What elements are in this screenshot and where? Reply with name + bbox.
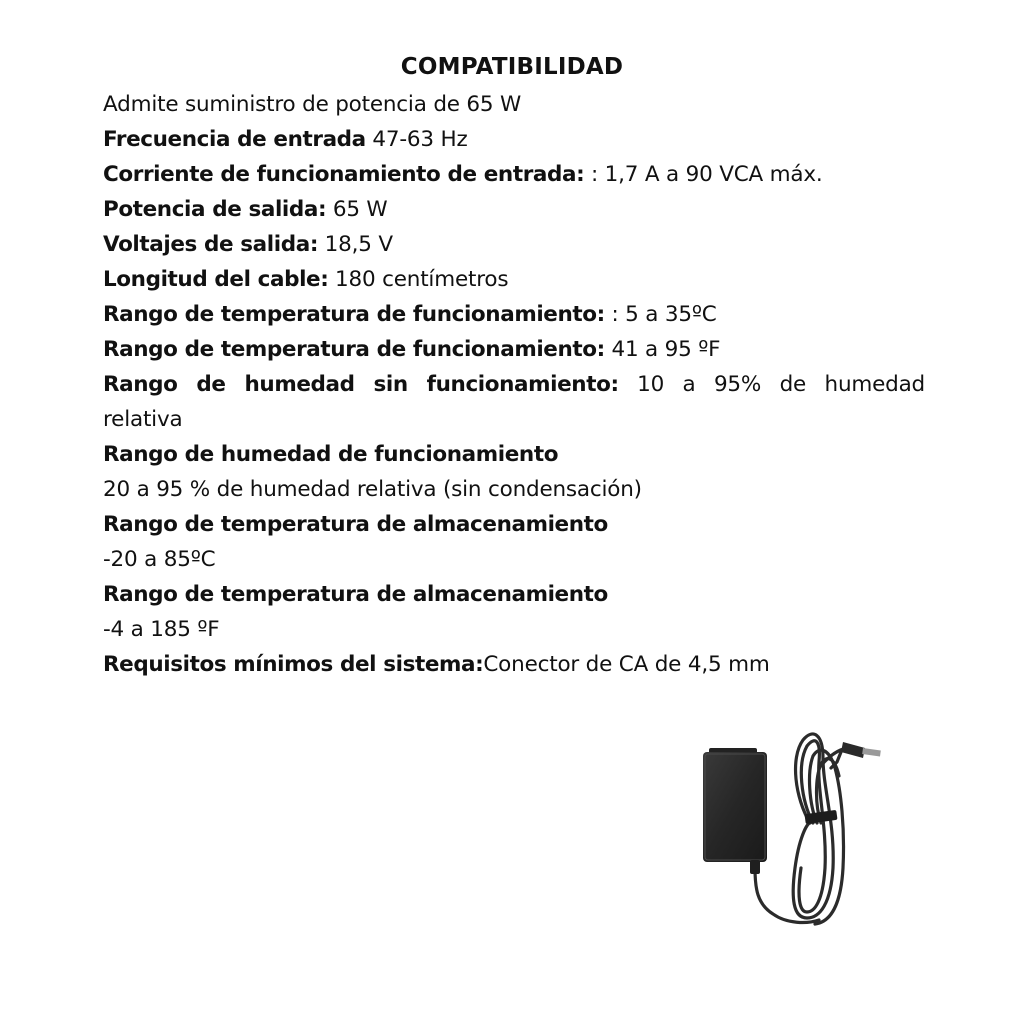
spec-label: Rango de humedad sin funcionamiento:	[103, 372, 619, 397]
spec-line	[103, 472, 925, 507]
spec-value: -20 a 85ºC	[103, 547, 216, 572]
spec-line	[103, 297, 925, 332]
spec-line	[103, 157, 925, 192]
spec-line	[103, 507, 925, 542]
spec-value: Conector de CA de 4,5 mm	[483, 652, 770, 677]
spec-value: : 5 a 35ºC	[604, 302, 717, 327]
spec-value: 65 W	[326, 197, 388, 222]
spec-value: 180 centímetros	[328, 267, 509, 292]
power-adapter-icon	[695, 728, 895, 928]
spec-label: Rango de temperatura de almacenamiento	[103, 512, 608, 537]
spec-value: relativa	[103, 407, 183, 432]
spec-value: 41 a 95 ºF	[604, 337, 721, 362]
spec-value: 10 a 95% de humedad	[618, 372, 926, 397]
spec-line	[103, 87, 925, 122]
spec-line	[103, 262, 925, 297]
spec-line	[103, 402, 925, 437]
spec-line	[103, 542, 925, 577]
spec-list	[103, 87, 925, 682]
spec-label: Rango de temperatura de almacenamiento	[103, 582, 608, 607]
spec-value: 47-63 Hz	[365, 127, 468, 152]
spec-line	[103, 612, 925, 647]
spec-label: Potencia de salida:	[103, 197, 327, 222]
spec-label: Voltajes de salida:	[103, 232, 319, 257]
spec-line	[103, 192, 925, 227]
spec-label: Requisitos mínimos del sistema:	[103, 652, 484, 677]
spec-line	[103, 122, 925, 157]
product-image	[695, 728, 895, 928]
page-title: COMPATIBILIDAD	[400, 54, 624, 80]
spec-label: Rango de temperatura de funcionamiento:	[103, 302, 605, 327]
spec-line	[103, 227, 925, 262]
spec-value: Admite suministro de potencia de 65 W	[103, 92, 522, 117]
spec-label: Rango de temperatura de funcionamiento:	[103, 337, 605, 362]
spec-line	[103, 647, 925, 682]
spec-label: Rango de humedad de funcionamiento	[103, 442, 559, 467]
spec-value: -4 a 185 ºF	[103, 617, 220, 642]
spec-line	[103, 367, 925, 402]
spec-label: Frecuencia de entrada	[103, 127, 366, 152]
spec-value: : 1,7 A a 90 VCA máx.	[584, 162, 823, 187]
spec-line	[103, 577, 925, 612]
spec-value: 20 a 95 % de humedad relativa (sin condensación)	[103, 477, 642, 502]
spec-value: 18,5 V	[318, 232, 393, 257]
spec-label: Corriente de funcionamiento de entrada:	[103, 162, 585, 187]
spec-line	[103, 437, 925, 472]
spec-line	[103, 332, 925, 367]
spec-label: Longitud del cable:	[103, 267, 329, 292]
